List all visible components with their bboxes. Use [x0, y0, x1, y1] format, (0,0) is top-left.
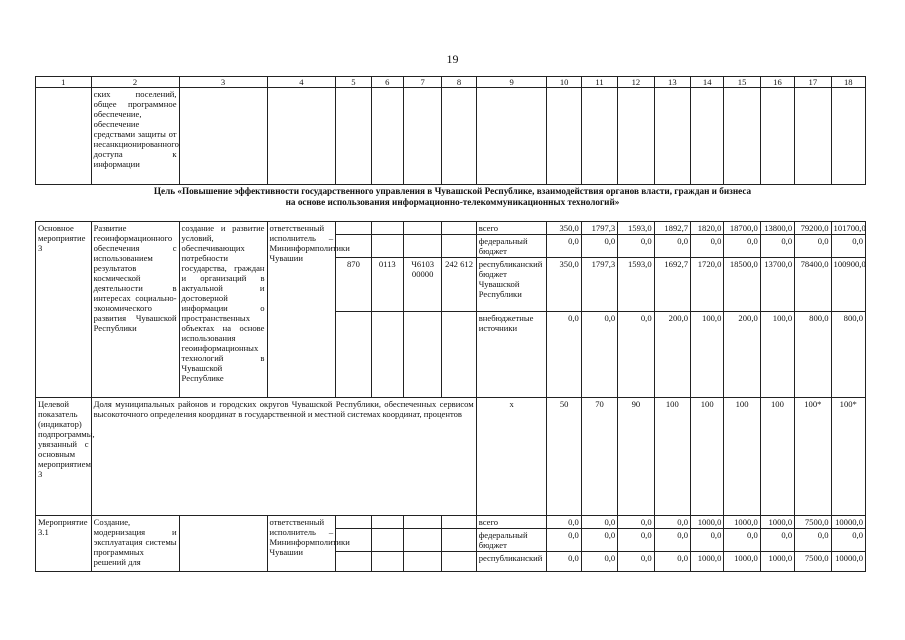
column-number: 8	[442, 77, 476, 88]
value-cell: 0,0	[724, 529, 760, 552]
value-cell: 0,0	[547, 312, 581, 398]
value-cell: 1000,0	[760, 516, 794, 529]
value-cell: 10000,0	[831, 552, 865, 572]
event31-title: Мероприятие 3.1	[36, 516, 92, 572]
value-cell: 0,0	[654, 235, 690, 258]
value-cell: 0,0	[581, 235, 617, 258]
source-label: всего	[476, 222, 547, 235]
value-cell: 0,0	[831, 529, 865, 552]
value-cell: 100,0	[760, 312, 794, 398]
value-cell: 0,0	[831, 235, 865, 258]
table-row	[36, 516, 866, 529]
value-cell: 78400,0	[795, 258, 831, 312]
column-numbers-row	[36, 77, 866, 88]
value-cell: 200,0	[654, 312, 690, 398]
source-label: внебюджетные источники	[476, 312, 547, 398]
event31-name: Создание, модернизация и эксплуатация системы программных решений для	[91, 516, 179, 572]
value-cell: 100	[654, 398, 690, 516]
value-cell: 100*	[831, 398, 865, 516]
value-cell: 70	[581, 398, 617, 516]
column-number: 7	[403, 77, 441, 88]
value-cell: 100*	[795, 398, 831, 516]
value-cell: 1692,7	[654, 258, 690, 312]
value-cell: 0,0	[795, 235, 831, 258]
value-cell: 79200,0	[795, 222, 831, 235]
column-number: 17	[795, 77, 831, 88]
value-cell: 0,0	[724, 235, 760, 258]
column-number: 12	[618, 77, 654, 88]
value-cell: 7500,0	[795, 552, 831, 572]
value-cell: 1820,0	[691, 222, 724, 235]
value-cell: 0,0	[547, 552, 581, 572]
value-cell: 0,0	[547, 235, 581, 258]
event31-executor: ответственный исполнитель – Мининформполитики Чувашии	[267, 516, 336, 572]
value-cell: 0,0	[618, 312, 654, 398]
event3-executor: ответственный исполнитель – Мининформполитики Чувашии	[267, 222, 336, 398]
value-cell: 1797,3	[581, 222, 617, 235]
indicator-text: Доля муниципальных районов и городских округов Чувашской Республики, обеспеченных сервисом высокоточного определения координат в государственной и местной системах координат, процентов	[91, 398, 476, 516]
column-number: 9	[476, 77, 547, 88]
value-cell: 10000,0	[831, 516, 865, 529]
event3-name: Развитие геоинформационного обеспечения с использованием результатов космической деятельности в интересах социально-экономического развития Чувашской Республики	[91, 222, 179, 398]
value-cell: 50	[547, 398, 581, 516]
column-number: 3	[179, 77, 267, 88]
value-cell: 0,0	[691, 235, 724, 258]
value-cell: 0,0	[654, 516, 690, 529]
value-cell: 0,0	[760, 235, 794, 258]
column-number: 4	[267, 77, 336, 88]
value-cell: 18500,0	[724, 258, 760, 312]
source-label: федеральный бюджет	[476, 529, 547, 552]
value-cell: 1000,0	[760, 552, 794, 572]
value-cell: 1000,0	[724, 552, 760, 572]
value-cell: 0,0	[547, 529, 581, 552]
table-row	[36, 222, 866, 235]
column-number: 13	[654, 77, 690, 88]
table-row	[36, 88, 866, 185]
goal-heading: Цель «Повышение эффективности государственного управления в Чувашской Республике, взаимодействия органов власти, граждан и бизнеса на основе использования информационно-телекоммуникационных технологий»	[153, 186, 752, 207]
column-number: 2	[91, 77, 179, 88]
value-cell: 0,0	[581, 529, 617, 552]
value-cell: 90	[618, 398, 654, 516]
value-cell: 350,0	[547, 222, 581, 235]
value-cell: 0,0	[618, 529, 654, 552]
expense-group: 242 612	[442, 258, 476, 312]
source-label: республиканский бюджет Чувашской Республики	[476, 258, 547, 312]
section-code: 0113	[371, 258, 403, 312]
value-cell: 1797,3	[581, 258, 617, 312]
page-number: 19	[446, 52, 459, 66]
value-cell: 0,0	[795, 529, 831, 552]
column-number: 14	[691, 77, 724, 88]
value-cell: 100	[760, 398, 794, 516]
value-cell: 1593,0	[618, 222, 654, 235]
value-cell: 0,0	[618, 552, 654, 572]
value-cell: 0,0	[691, 529, 724, 552]
value-cell: 1593,0	[618, 258, 654, 312]
table-main	[35, 221, 866, 572]
value-cell: 800,0	[831, 312, 865, 398]
value-cell: 100	[691, 398, 724, 516]
value-cell: 0,0	[618, 516, 654, 529]
column-number: 10	[547, 77, 581, 88]
event3-goal: создание и развитие условий, обеспечивающих потребности государства, граждан и организаций в актуальной и достоверной информации о пространственных объектах на основе использования геоинформационных технологий в Чувашской Республике	[179, 222, 267, 398]
column-number: 1	[36, 77, 92, 88]
column-number: 11	[581, 77, 617, 88]
target-article: Ч6103 00000	[403, 258, 441, 312]
value-cell: 1000,0	[691, 516, 724, 529]
value-cell: 13800,0	[760, 222, 794, 235]
value-cell: 1720,0	[691, 258, 724, 312]
value-cell: 0,0	[654, 552, 690, 572]
event3-title: Основное мероприятие 3	[36, 222, 92, 398]
value-cell: 0,0	[547, 516, 581, 529]
value-cell: 0,0	[618, 235, 654, 258]
value-cell: 7500,0	[795, 516, 831, 529]
value-cell: 0,0	[760, 529, 794, 552]
value-cell: 200,0	[724, 312, 760, 398]
source-label: республиканский	[476, 552, 547, 572]
value-cell: 18700,0	[724, 222, 760, 235]
value-cell: 1892,7	[654, 222, 690, 235]
value-cell: 800,0	[795, 312, 831, 398]
indicator-mark: х	[476, 398, 547, 516]
value-cell: 100900,0	[831, 258, 865, 312]
value-cell: 100	[724, 398, 760, 516]
value-cell: 13700,0	[760, 258, 794, 312]
column-number: 6	[371, 77, 403, 88]
column-number: 16	[760, 77, 794, 88]
table-row	[36, 398, 866, 516]
indicator-title: Целевой показатель (индикатор) подпрограммы, увязанный с основным мероприятием 3	[36, 398, 92, 516]
value-cell: 100,0	[691, 312, 724, 398]
value-cell: 0,0	[581, 552, 617, 572]
value-cell: 101700,0	[831, 222, 865, 235]
column-number: 18	[831, 77, 865, 88]
top-row-text: ских поселений, общее программное обеспечение, обеспечение средствами защиты от несанкционированного доступа к информации	[91, 88, 179, 185]
value-cell: 350,0	[547, 258, 581, 312]
value-cell: 0,0	[654, 529, 690, 552]
column-number: 5	[336, 77, 371, 88]
value-cell: 0,0	[581, 516, 617, 529]
value-cell: 0,0	[581, 312, 617, 398]
gov-code: 870	[336, 258, 371, 312]
value-cell: 1000,0	[724, 516, 760, 529]
source-label: федеральный бюджет	[476, 235, 547, 258]
column-number: 15	[724, 77, 760, 88]
source-label: всего	[476, 516, 547, 529]
table-continuation	[35, 76, 866, 185]
value-cell: 1000,0	[691, 552, 724, 572]
